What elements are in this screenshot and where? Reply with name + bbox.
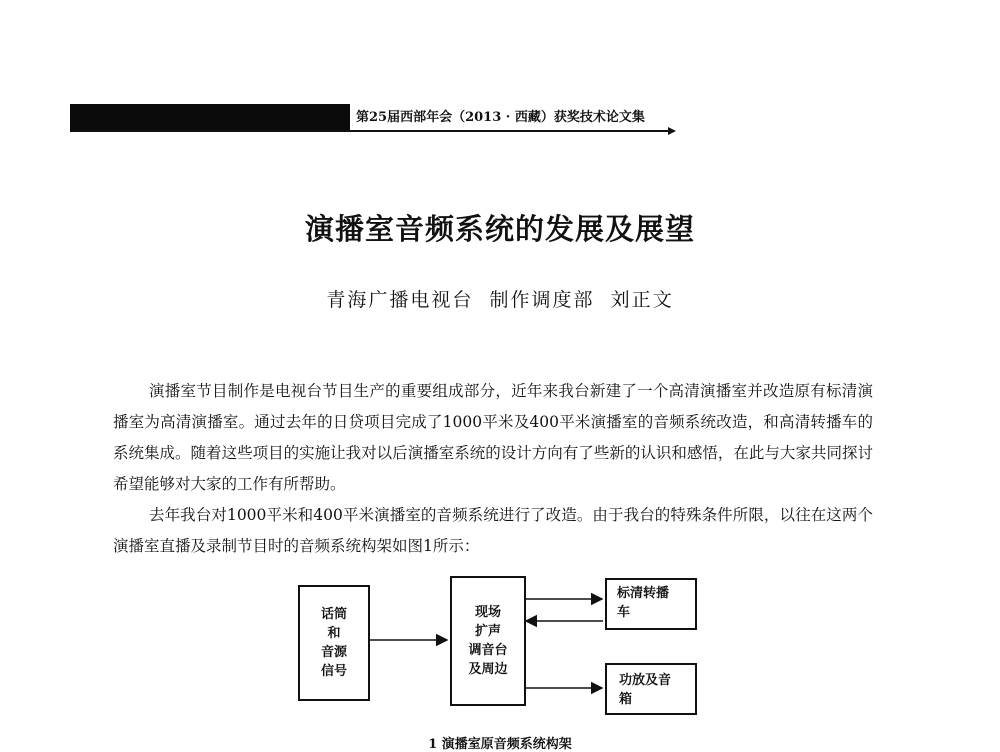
header-black-bar bbox=[70, 104, 350, 130]
body-paragraph-2: 去年我台对1000平米和400平米演播室的音频系统进行了改造。由于我台的特殊条件所限，以往在这两个演播室直播及录制节目时的音频系统构架如图1所示： bbox=[113, 506, 873, 555]
box-label-mixer: 现场 扩声 调音台 及周边 bbox=[468, 605, 508, 677]
author-line: 青海广播电视台 制作调度部 刘正文 bbox=[326, 289, 674, 311]
body-paragraph-1: 演播室节目制作是电视台节目生产的重要组成部分，近年来我台新建了一个高清演播室并改造原有标清演播室为高清演播室。通过去年的日贷项目完成了1000平米及400平米演播室的音频系统改造，和高清转播车的系统集成。随着这些项目的实施让我对以后演播室系统的设计方向有了些新的认识和感悟，在此与大家共同探讨希望能够对大家的工作有所帮助。 bbox=[113, 382, 873, 493]
diagram-box-amplifier bbox=[605, 663, 697, 715]
diagram-box-ob-van bbox=[605, 578, 697, 630]
box-label-amplifier: 功放及音 箱 bbox=[619, 673, 672, 707]
figure-caption: 1 演播室原音频系统构架 bbox=[428, 737, 572, 752]
diagram-box-mixer bbox=[450, 576, 526, 706]
header-rule bbox=[70, 130, 672, 132]
running-header: 第25届西部年会（2013 · 西藏）获奖技术论文集 bbox=[356, 110, 645, 125]
paper-title: 演播室音频系统的发展及展望 bbox=[304, 212, 695, 246]
box-label-ob-van: 标清转播 车 bbox=[617, 586, 670, 620]
header-rule-arrow bbox=[668, 127, 676, 135]
box-label-mic-sources: 话筒 和 音源 信号 bbox=[320, 607, 347, 679]
diagram-box-mic-sources bbox=[298, 585, 370, 701]
